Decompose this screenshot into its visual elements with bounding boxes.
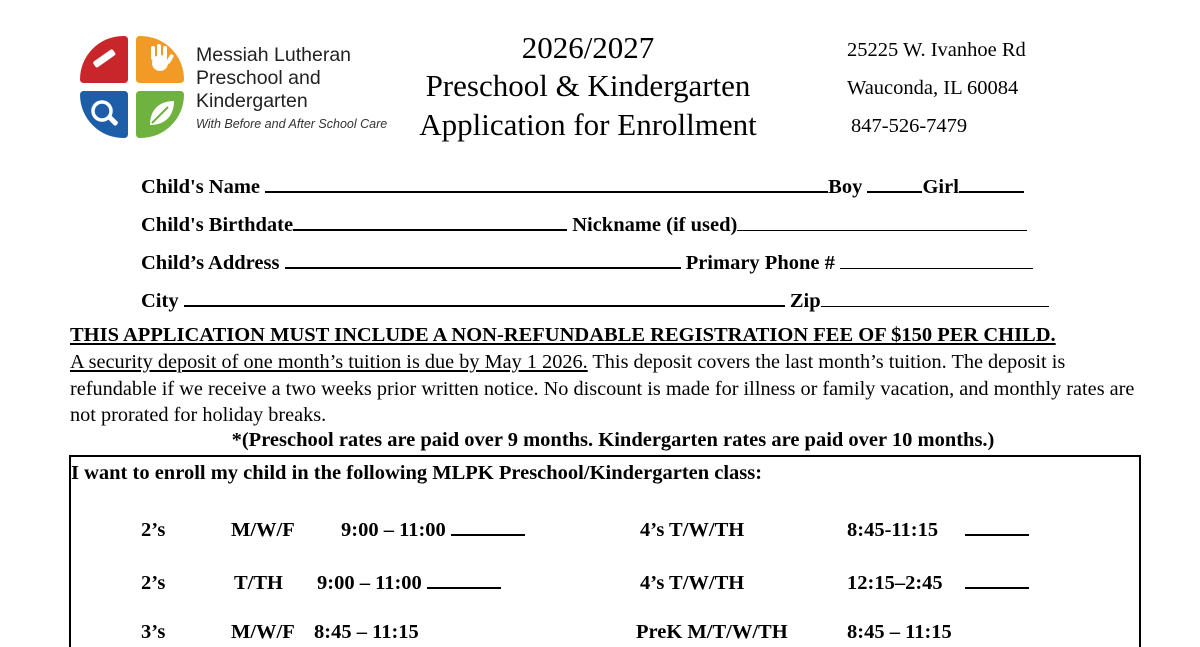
class-label: 4’s T/W/TH bbox=[640, 519, 745, 541]
class-label: 4’s T/W/TH bbox=[640, 572, 745, 594]
city-row bbox=[141, 286, 1049, 313]
title-year: 2026/2027 bbox=[521, 30, 655, 65]
address-row bbox=[141, 248, 1033, 275]
class-age: 2’s bbox=[141, 572, 166, 594]
enrollment-heading: I want to enroll my child in the following MLPK Preschool/Kindergarten class: bbox=[71, 462, 763, 484]
class-time: 8:45 – 11:15 bbox=[314, 621, 419, 643]
school-tagline: With Before and After School Care bbox=[196, 117, 388, 131]
deposit-details-text: This deposit covers the last month’s tuition. The deposit is refundable if we receive a two weeks prior written notice. No discount is made for illness or family vacation, and monthly rates are not prorated for holiday breaks. bbox=[70, 351, 1135, 426]
primary-phone-field[interactable] bbox=[840, 249, 1033, 269]
child-name-field[interactable] bbox=[265, 172, 828, 193]
boy-label: Boy bbox=[828, 176, 863, 198]
class-select-blank[interactable] bbox=[965, 515, 1029, 536]
city-field[interactable] bbox=[184, 286, 785, 307]
address-phone: 847-526-7479 bbox=[851, 115, 968, 137]
primary-phone-label: Primary Phone # bbox=[685, 252, 835, 274]
child-address-label: Child’s Address bbox=[141, 252, 280, 274]
child-name-label: Child's Name bbox=[141, 176, 261, 198]
school-logo bbox=[80, 36, 184, 138]
deposit-due-text: A security deposit of one month’s tuition is due by May 1 2026. bbox=[70, 351, 588, 373]
class-option bbox=[141, 568, 501, 595]
class-time: 9:00 – 11:00 bbox=[341, 519, 446, 541]
class-select-blank[interactable] bbox=[451, 515, 525, 536]
class-time: 12:15–2:45 bbox=[847, 572, 943, 594]
class-select-blank[interactable] bbox=[965, 568, 1029, 589]
class-option bbox=[640, 515, 1029, 542]
deposit-paragraph bbox=[70, 349, 1140, 429]
title-programs: Preschool & Kindergarten bbox=[425, 68, 751, 103]
birthdate-field[interactable] bbox=[293, 210, 567, 231]
city-label: City bbox=[141, 290, 179, 312]
magnifier-icon bbox=[80, 91, 128, 138]
registration-fee-notice: THIS APPLICATION MUST INCLUDE A NON-REFUNDABLE REGISTRATION FEE OF $150 PER CHILD. bbox=[70, 324, 1056, 346]
class-option bbox=[141, 621, 419, 644]
title-application: Application for Enrollment bbox=[419, 107, 757, 142]
class-label: PreK M/T/W/TH bbox=[636, 621, 788, 643]
school-name-line: Messiah Lutheran bbox=[196, 44, 352, 66]
girl-label: Girl bbox=[922, 176, 959, 198]
nickname-label: Nickname (if used) bbox=[572, 214, 738, 236]
class-days: T/TH bbox=[234, 572, 283, 594]
address-street: 25225 W. Ivanhoe Rd bbox=[847, 39, 1026, 61]
class-option bbox=[640, 568, 1029, 595]
child-name-row bbox=[141, 172, 1024, 199]
birthdate-row bbox=[141, 210, 1027, 237]
birthdate-label: Child's Birthdate bbox=[141, 214, 294, 236]
class-option bbox=[636, 621, 952, 644]
school-name-line: Kindergarten bbox=[196, 90, 308, 112]
nickname-field[interactable] bbox=[737, 211, 1027, 231]
class-days: M/W/F bbox=[231, 519, 295, 541]
child-address-field[interactable] bbox=[285, 248, 681, 269]
class-time: 8:45 – 11:15 bbox=[847, 621, 952, 643]
class-age: 2’s bbox=[141, 519, 166, 541]
class-option bbox=[141, 515, 525, 542]
class-select-blank[interactable] bbox=[427, 568, 501, 589]
handprint-icon bbox=[136, 36, 184, 83]
zip-field[interactable] bbox=[821, 287, 1049, 307]
boy-field[interactable] bbox=[867, 172, 922, 193]
rates-note: *(Preschool rates are paid over 9 months. Kindergarten rates are paid over 10 months.) bbox=[231, 429, 995, 451]
girl-field[interactable] bbox=[959, 172, 1024, 193]
class-age: 3’s bbox=[141, 621, 166, 643]
school-name-line: Preschool and bbox=[196, 67, 321, 89]
class-time: 9:00 – 11:00 bbox=[317, 572, 422, 594]
address-city: Wauconda, IL 60084 bbox=[847, 77, 1019, 99]
crayon-icon bbox=[80, 36, 128, 83]
zip-label: Zip bbox=[789, 290, 821, 312]
class-time: 8:45-11:15 bbox=[847, 519, 939, 541]
school-name bbox=[196, 44, 387, 136]
leaf-icon bbox=[136, 91, 184, 138]
class-days: M/W/F bbox=[231, 621, 295, 643]
